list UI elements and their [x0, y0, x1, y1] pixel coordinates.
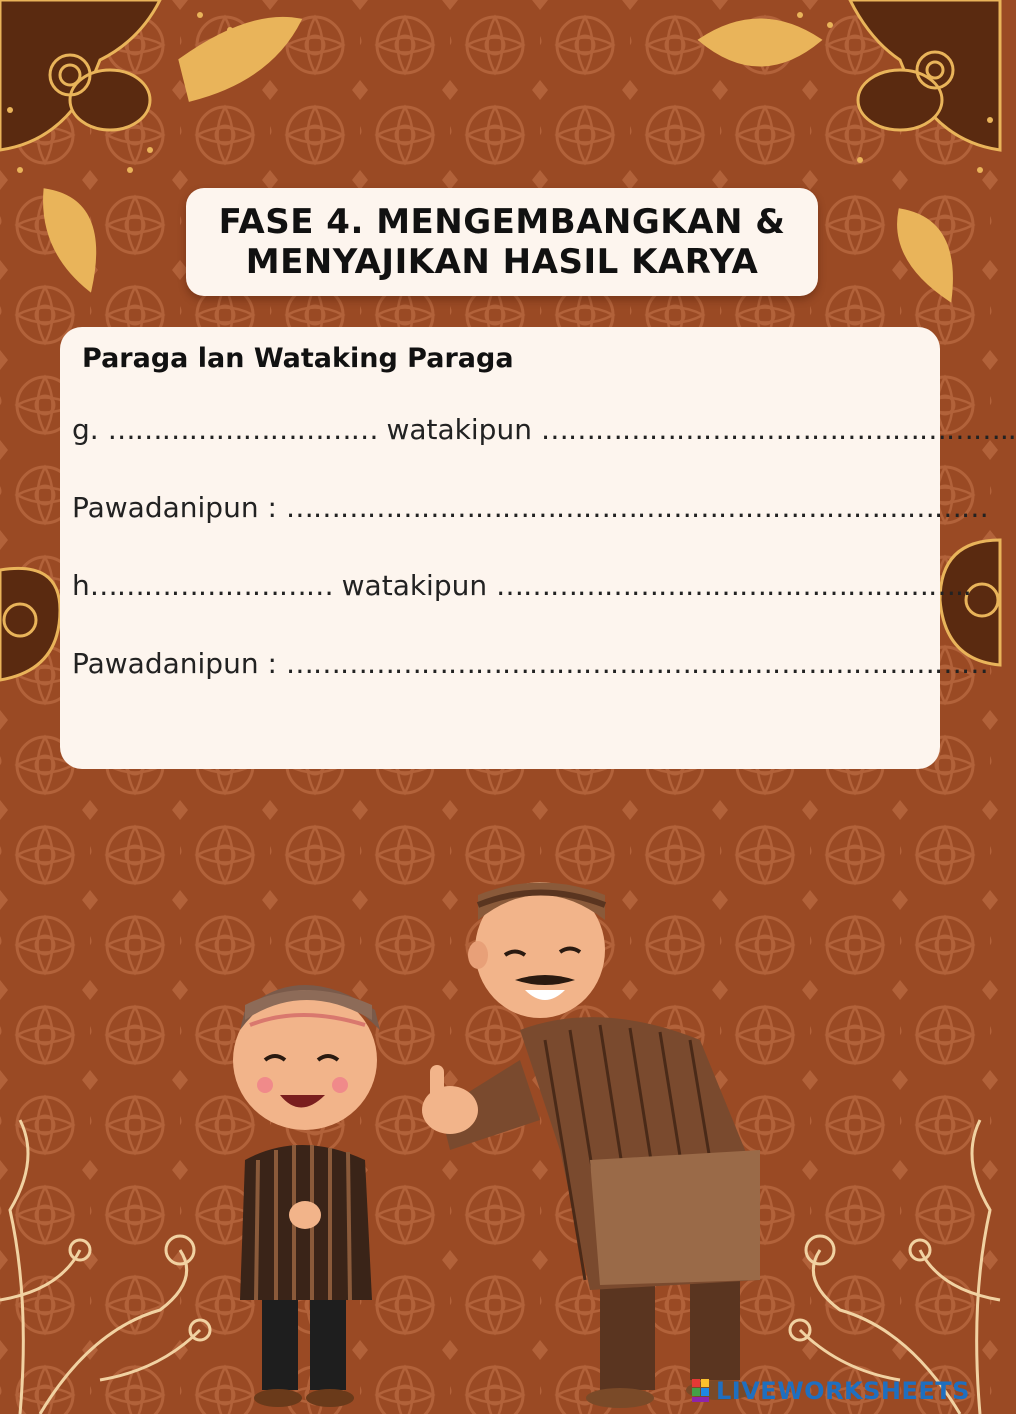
liveworksheets-logo[interactable]: [692, 1376, 970, 1406]
character-h-name-blank[interactable]: ………………………: [89, 569, 333, 602]
line-middle: watakipun: [332, 569, 497, 602]
line-prefix: Pawadanipun :: [72, 647, 286, 680]
liveworksheets-mark-icon: [692, 1379, 710, 1403]
character-g-evidence-blank[interactable]: ……………………………………………………………………: [285, 491, 988, 524]
line-prefix: Pawadanipun :: [72, 491, 286, 524]
title-line-1: FASE 4. MENGEMBANGKAN &: [218, 202, 786, 242]
title-line-2: MENYAJIKAN HASIL KARYA: [245, 242, 759, 282]
card-heading: Paraga lan Wataking Paraga: [82, 343, 514, 374]
answer-card: [60, 327, 1016, 769]
line-middle: watakipun: [377, 413, 541, 446]
title-box: [186, 188, 818, 296]
liveworksheets-text: LIVEWORKSHEETS: [716, 1377, 970, 1405]
character-g-trait-blank[interactable]: ……………………………………………..: [540, 413, 1016, 446]
character-g-line: [72, 413, 1016, 446]
character-g-name-blank[interactable]: …………………………: [107, 413, 378, 446]
character-h-evidence-blank[interactable]: ……………………………………………………………………: [285, 647, 988, 680]
character-h-trait-blank[interactable]: ……………………………………………..: [496, 569, 971, 602]
character-h-line: [72, 569, 971, 602]
line-prefix: g.: [72, 413, 108, 446]
character-h-evidence-line: [72, 647, 988, 680]
line-prefix: h: [72, 569, 90, 602]
character-g-evidence-line: [72, 491, 988, 524]
